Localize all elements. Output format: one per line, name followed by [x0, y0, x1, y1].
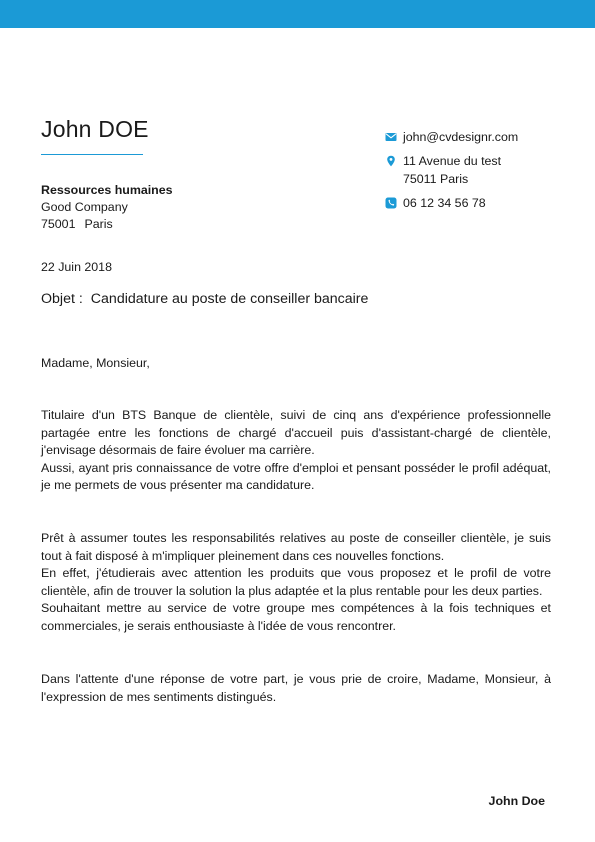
contact-address-line2: 75011 Paris — [403, 172, 469, 186]
recipient-company: Good Company — [41, 200, 128, 214]
body-paragraph-3 — [41, 671, 551, 706]
name-underline-divider — [41, 154, 143, 155]
contact-email[interactable]: john@cvdesignr.com — [403, 130, 519, 144]
letter-salutation: Madame, Monsieur, — [41, 356, 150, 370]
top-accent-bar — [0, 0, 595, 28]
recipient-city: Paris — [84, 217, 113, 231]
contact-address — [403, 152, 501, 188]
paragraph-line: Souhaitant mettre au service de votre groupe mes compétences à la fois techniques et commerciales, je serais enthousiaste à l'idée de vous rencontrer. — [41, 601, 551, 633]
contact-email-row — [385, 128, 518, 146]
envelope-icon — [385, 131, 397, 143]
location-pin-icon — [385, 155, 397, 167]
body-paragraph-1 — [41, 407, 551, 495]
recipient-city-line — [41, 216, 173, 233]
paragraph-line: Prêt à assumer toutes les responsabilités relatives au poste de conseiller clientèle, je suis tout à fait disposé à m'impliquer pleinement dans ces nouvelles fonctions. — [41, 531, 551, 563]
paragraph-line: Dans l'attente d'une réponse de votre part, je vous prie de croire, Madame, Monsieur, à l'expression de mes sentiments distingués. — [41, 672, 551, 704]
letter-subject — [41, 291, 368, 307]
subject-text: Candidature au poste de conseiller bancaire — [90, 291, 369, 307]
contact-address-line1: 11 Avenue du test — [403, 154, 502, 168]
paragraph-line: En effet, j'étudierais avec attention les produits que vous proposez et le profil de votre clientèle, afin de trouver la solution la plus adaptée et la plus rentable pour les deux parties. — [41, 566, 551, 598]
subject-label: Objet : — [41, 291, 83, 307]
body-paragraph-2 — [41, 530, 551, 635]
recipient-title: Ressources humaines — [41, 183, 173, 197]
contact-phone[interactable]: 06 12 34 56 78 — [403, 196, 486, 210]
paragraph-line: Aussi, ayant pris connaissance de votre offre d'emploi et pensant posséder le profil adéquat, je me permets de vous présenter ma candidature. — [41, 460, 551, 492]
contact-phone-row — [385, 194, 518, 212]
contact-address-row — [385, 152, 518, 188]
phone-icon — [385, 197, 397, 209]
signature-name: John Doe — [488, 794, 545, 808]
letter-date: 22 Juin 2018 — [41, 260, 112, 274]
sender-contact-block — [385, 128, 518, 218]
recipient-block — [41, 182, 173, 233]
sender-name: John DOE — [41, 116, 149, 142]
recipient-postal-code: 75001 — [41, 217, 76, 231]
paragraph-line: Titulaire d'un BTS Banque de clientèle, suivi de cinq ans d'expérience professionnelle partagée entre les fonctions de chargé d'accueil puis d'assistant-chargé de clientèle, j'envisage désormais de faire évoluer ma carrière. — [41, 408, 551, 457]
